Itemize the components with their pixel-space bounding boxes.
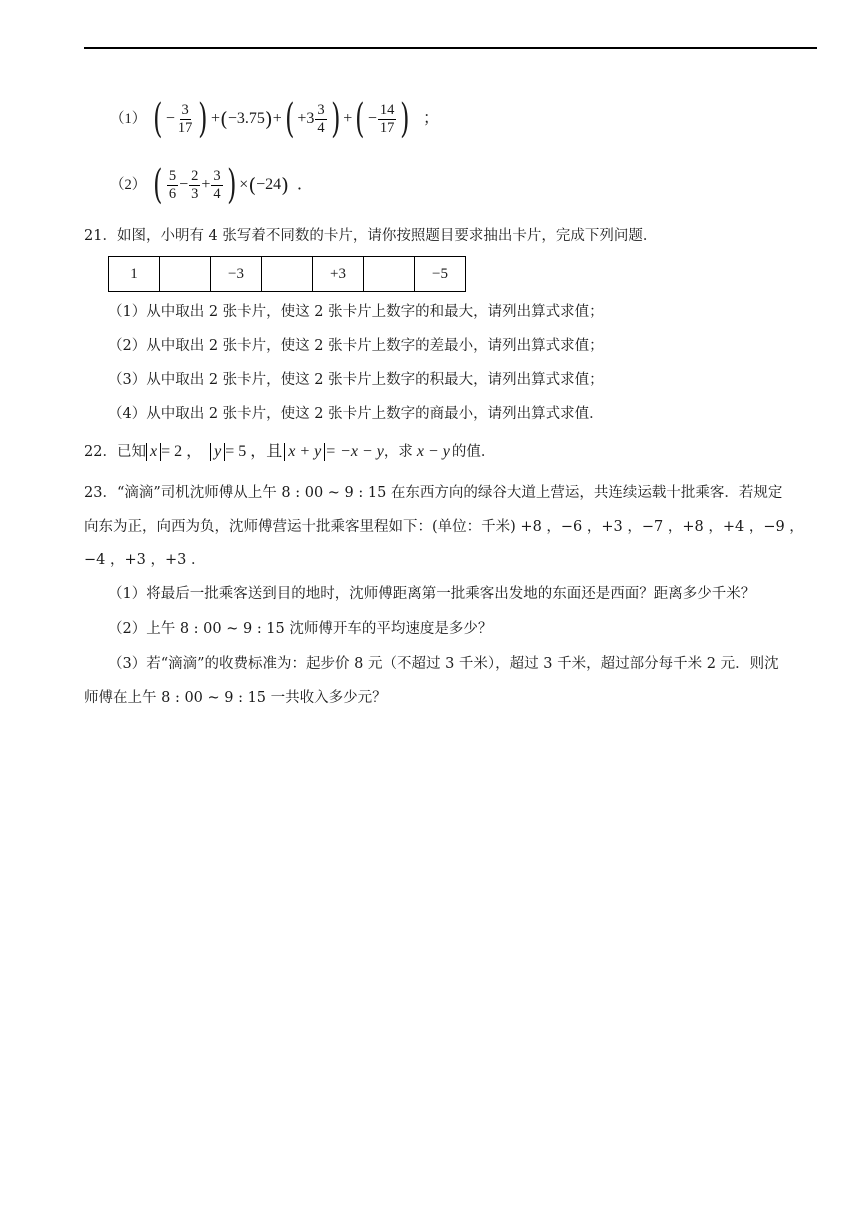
times-sign: × bbox=[239, 176, 249, 193]
q20-part2 bbox=[110, 162, 313, 208]
q21-item-2: （2）从中取出 2 张卡片，使这 2 张卡片上数字的差最小，请列出算式求值； bbox=[108, 338, 604, 354]
paren-open: ( bbox=[220, 107, 228, 131]
period: ． bbox=[296, 176, 313, 193]
paren-open: ( bbox=[355, 96, 365, 142]
q22-mid: ，求 bbox=[383, 444, 413, 460]
fraction: $\frac{2}{3}$ bbox=[191, 167, 199, 202]
abs-x-plus-y: x + y bbox=[284, 443, 325, 461]
fraction: $\frac{14}{17}$ bbox=[379, 101, 395, 136]
plus-sign: + bbox=[272, 110, 282, 127]
q22-eq3: = −x − y bbox=[325, 443, 384, 460]
q23-item-3a: （3）若“滴滴”的收费标准为：起步价 8 元（不超过 3 千米），超过 3 千米，超过部分每千米 2 元．则沈 bbox=[108, 656, 779, 672]
q20-p1-f4-sign: − bbox=[367, 110, 377, 127]
q22-eq2: = 5 ，且 bbox=[225, 443, 283, 460]
paren-close: ) bbox=[198, 96, 208, 142]
paren-close: ) bbox=[330, 96, 341, 142]
paren-close: ) bbox=[226, 162, 237, 208]
q23-line-1: 23．“滴滴”司机沈师傅从上午 8 : 00 ~ 9 : 15 在东西方向的绿谷大道上营运，共连续运载十批乘客．若规定 bbox=[84, 485, 783, 501]
q23-item-2: （2）上午 8 : 00 ~ 9 : 15 沈师傅开车的平均速度是多少？ bbox=[108, 621, 493, 637]
fraction: $\frac{3}{4}$ bbox=[213, 167, 221, 202]
card-cell bbox=[364, 257, 415, 292]
q22-eq1: = 2 ， bbox=[161, 443, 203, 460]
semicolon: ； bbox=[423, 110, 440, 127]
q22-line bbox=[84, 442, 495, 462]
fraction: $\frac{3}{17}$ bbox=[177, 101, 193, 136]
card-cell bbox=[160, 257, 211, 292]
abs-y: y bbox=[210, 443, 225, 461]
card-cell: −3 bbox=[211, 257, 262, 292]
q21-item-3: （3）从中取出 2 张卡片，使这 2 张卡片上数字的积最大，请列出算式求值； bbox=[108, 372, 604, 388]
card-cell bbox=[262, 257, 313, 292]
plus-sign: + bbox=[211, 110, 221, 127]
paren-close: ) bbox=[281, 173, 289, 197]
paren-close: ) bbox=[400, 96, 410, 142]
q20-p1-mixed-whole: +3 bbox=[297, 110, 315, 127]
q23-line-2: 向东为正，向西为负，沈师傅营运十批乘客里程如下：(单位：千米) +8 ，−6 ，+3 ，−7 ，+8 ，+4 ，−9 ， bbox=[84, 519, 804, 535]
q20-p1-term2: −3.75 bbox=[227, 110, 265, 127]
q20-p2-term4: −24 bbox=[256, 176, 282, 193]
q22-suffix: 的值． bbox=[451, 444, 496, 460]
fraction: $\frac{3}{4}$ bbox=[317, 101, 325, 136]
q21-title: 21．如图，小明有 4 张写着不同数的卡片，请你按照题目要求抽出卡片，完成下列问题． bbox=[84, 228, 658, 244]
q23-line-3: −4 ，+3 ，+3 ． bbox=[84, 552, 206, 568]
q20-p1-label: （1） bbox=[110, 111, 147, 127]
paren-open: ( bbox=[153, 96, 163, 142]
q23-item-3b: 师傅在上午 8 : 00 ~ 9 : 15 一共收入多少元？ bbox=[84, 690, 387, 706]
q22-expr: x − y bbox=[416, 443, 450, 460]
plus-sign: + bbox=[201, 176, 211, 193]
card-cell: −5 bbox=[415, 257, 466, 292]
q20-part1 bbox=[110, 96, 439, 142]
paren-open: ( bbox=[248, 173, 257, 197]
q20-p1-f1-sign: − bbox=[165, 110, 175, 127]
card-cell: +3 bbox=[313, 257, 364, 292]
abs-x: x bbox=[146, 443, 161, 461]
plus-sign: + bbox=[343, 110, 353, 127]
q23-item-1: （1）将最后一批乘客送到目的地时，沈师傅距离第一批乘客出发地的东面还是西面？距离多少千米？ bbox=[108, 586, 756, 602]
q21-item-4: （4）从中取出 2 张卡片，使这 2 张卡片上数字的商最小，请列出算式求值． bbox=[108, 406, 604, 422]
card-table bbox=[108, 256, 466, 292]
q20-p2-label: （2） bbox=[110, 177, 147, 193]
minus-sign: − bbox=[179, 176, 189, 193]
q22-prefix: 22．已知 bbox=[84, 444, 146, 460]
paren-open: ( bbox=[153, 162, 163, 208]
q21-item-1: （1）从中取出 2 张卡片，使这 2 张卡片上数字的和最大，请列出算式求值； bbox=[108, 304, 604, 320]
header-rule bbox=[84, 47, 817, 49]
card-cell: 1 bbox=[109, 257, 160, 292]
paren-close: ) bbox=[264, 107, 273, 131]
fraction: $\frac{5}{6}$ bbox=[168, 167, 177, 202]
paren-open: ( bbox=[284, 96, 295, 142]
